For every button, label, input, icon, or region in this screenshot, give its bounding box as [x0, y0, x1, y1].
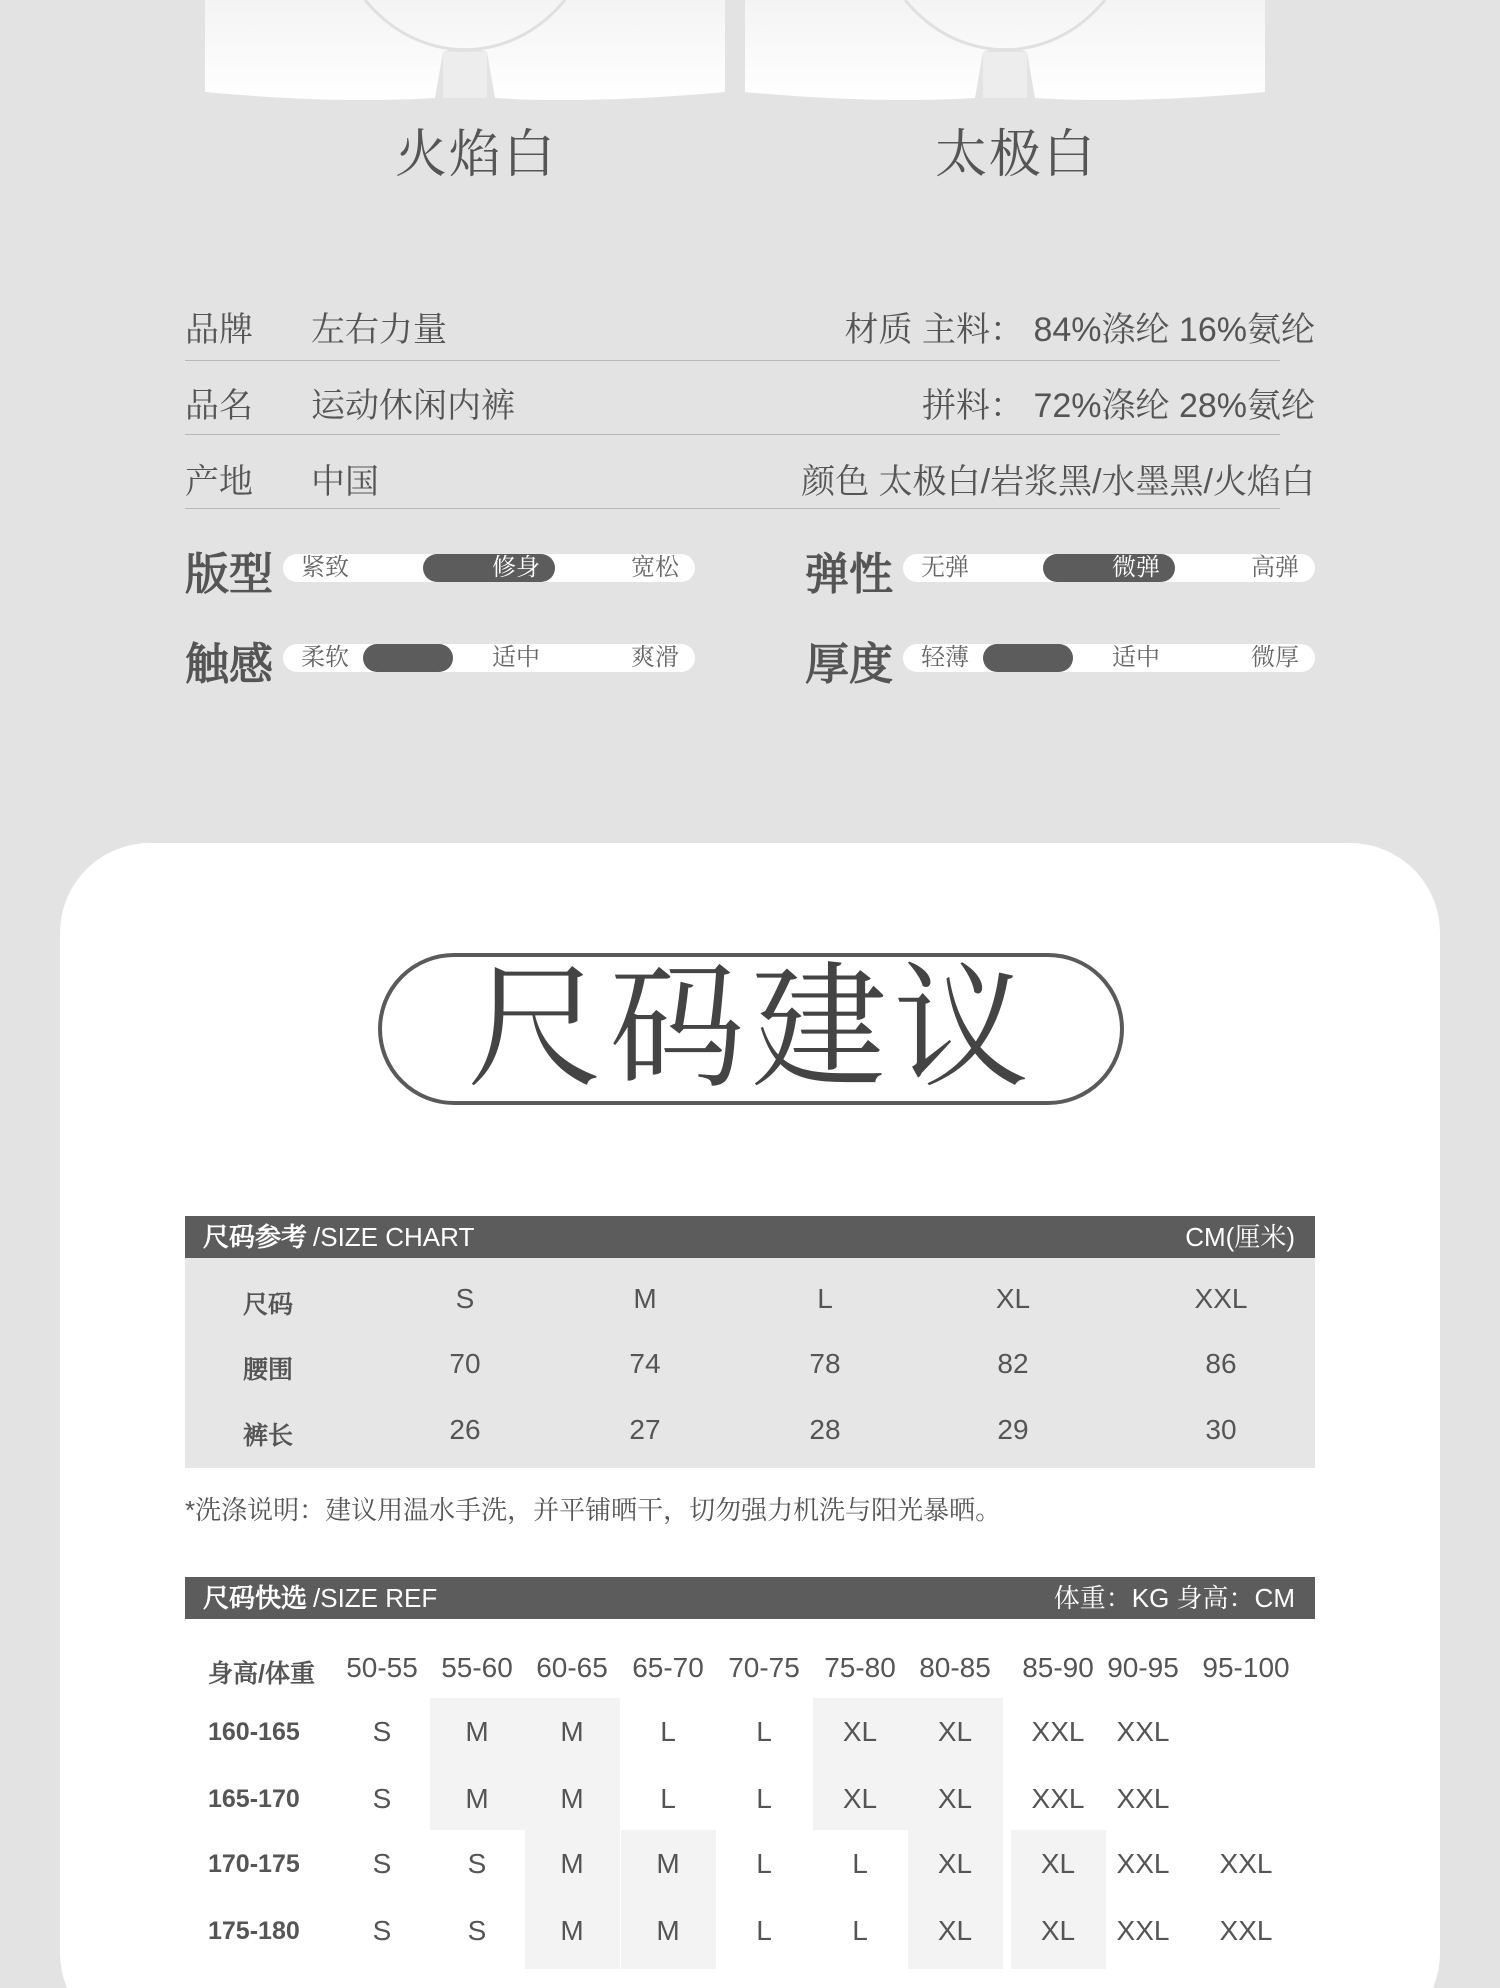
size-ref-cell: S — [372, 1783, 392, 1814]
attribute-name: 触感 — [185, 640, 273, 689]
spec-divider — [185, 360, 1280, 361]
size-ref-cell: XXL — [1116, 1783, 1170, 1814]
size-ref-cell: S — [372, 1848, 392, 1879]
size-ref-cell: XL — [1040, 1915, 1076, 1946]
spec-row-origin — [185, 454, 1315, 526]
size-ref-cell: M — [560, 1848, 584, 1879]
size-ref-weight-header: 90-95 — [1107, 1652, 1179, 1683]
color-name-1: 火焰白 — [395, 125, 558, 185]
size-ref-weight-header: 85-90 — [1022, 1652, 1094, 1683]
size-ref-cell: L — [852, 1848, 868, 1879]
size-chart-unit: CM(厘米) — [1185, 1222, 1295, 1252]
size-ref-cell: L — [660, 1716, 676, 1747]
size-ref-cell: XXL — [1219, 1848, 1273, 1879]
spec-colors: 颜色 太极白/岩浆黑/水墨黑/火焰白 — [801, 463, 1315, 501]
size-ref-cell: XL — [937, 1848, 973, 1879]
spec-divider — [185, 508, 1280, 509]
size-ref-cell: S — [372, 1716, 392, 1747]
size-ref-weight-header: 75-80 — [824, 1652, 896, 1683]
size-ref-cell: XL — [937, 1783, 973, 1814]
size-ref-unit: 体重：KG 身高：CM — [1053, 1583, 1295, 1613]
size-ref-cell: S — [467, 1848, 487, 1879]
size-chart-row-label: 尺码 — [243, 1291, 294, 1319]
color-name-2: 太极白 — [935, 125, 1098, 185]
size-ref-cell: M — [656, 1915, 680, 1946]
spec-label-brand: 品牌 — [185, 311, 253, 349]
attribute-thickness — [805, 628, 1315, 688]
size-chart-subtitle: /SIZE CHART — [313, 1222, 475, 1252]
attribute-indicator — [983, 644, 1073, 672]
spec-divider — [185, 434, 1280, 435]
size-chart-cell: 74 — [629, 1348, 661, 1379]
attribute-fit — [185, 538, 695, 598]
attribute-name: 弹性 — [805, 550, 893, 599]
size-ref-title: 尺码快选 — [203, 1583, 308, 1613]
size-chart-cell: 78 — [809, 1348, 841, 1379]
size-ref-cell: M — [656, 1848, 680, 1879]
size-ref-corner-label: 身高/体重 — [208, 1660, 315, 1688]
attribute-option: 轻薄 — [921, 644, 969, 671]
size-chart-cell: XXL — [1194, 1283, 1248, 1314]
size-chart-row-label: 腰围 — [243, 1356, 294, 1384]
attribute-option: 适中 — [492, 644, 540, 671]
size-ref-height-label: 165-170 — [208, 1785, 300, 1813]
product-image-flame-white — [205, 0, 725, 104]
attribute-option: 宽松 — [631, 554, 679, 581]
size-chart-header — [185, 1216, 1315, 1258]
size-chart-cell: 70 — [449, 1348, 481, 1379]
attribute-name: 版型 — [185, 550, 273, 599]
size-chart-cell: 27 — [629, 1414, 661, 1445]
size-ref-weight-header: 80-85 — [919, 1652, 991, 1683]
spec-row-name — [185, 378, 1315, 450]
attribute-option-selected: 修身 — [492, 554, 540, 581]
attribute-track — [903, 554, 1315, 582]
attribute-track — [283, 554, 695, 582]
section-title: 尺码建议 — [467, 950, 1035, 1108]
size-chart-cell: 30 — [1205, 1414, 1237, 1445]
size-ref-cell: L — [852, 1915, 868, 1946]
size-chart-cell: XL — [995, 1283, 1031, 1314]
size-ref-subtitle: /SIZE REF — [313, 1583, 438, 1613]
spec-value-name: 运动休闲内裤 — [311, 387, 515, 425]
size-ref-cell: L — [756, 1783, 772, 1814]
attribute-option: 适中 — [1112, 644, 1160, 671]
attribute-option: 无弹 — [921, 554, 969, 581]
size-ref-cell: XL — [1040, 1848, 1076, 1879]
attribute-track — [903, 644, 1315, 672]
size-ref-cell: XXL — [1116, 1848, 1170, 1879]
size-ref-weight-header: 55-60 — [441, 1652, 513, 1683]
size-ref-height-label: 160-165 — [208, 1718, 300, 1746]
spec-value-brand: 左右力量 — [311, 311, 447, 349]
size-ref-cell: L — [756, 1716, 772, 1747]
attribute-elasticity — [805, 538, 1315, 598]
size-chart-row-label: 裤长 — [243, 1422, 294, 1450]
size-ref-header — [185, 1577, 1315, 1619]
size-chart-title: 尺码参考 — [203, 1222, 308, 1252]
spec-material-main: 材质 主料： 84%涤纶 16%氨纶 — [844, 311, 1315, 349]
size-ref-height-label: 170-175 — [208, 1850, 300, 1878]
size-ref-cell: XL — [842, 1716, 878, 1747]
size-ref-weight-header: 70-75 — [728, 1652, 800, 1683]
attribute-option: 爽滑 — [631, 644, 679, 671]
attribute-option: 高弹 — [1251, 554, 1299, 581]
size-ref-cell: L — [756, 1848, 772, 1879]
spec-material-sub: 拼料： 72%涤纶 28%氨纶 — [922, 387, 1315, 425]
size-ref-cell: L — [660, 1783, 676, 1814]
size-ref-cell: S — [467, 1915, 487, 1946]
size-chart-cell: 26 — [449, 1414, 481, 1445]
size-ref-weight-header: 60-65 — [536, 1652, 608, 1683]
attribute-option: 微厚 — [1251, 644, 1299, 671]
size-chart-cell: L — [817, 1283, 833, 1314]
attribute-indicator — [363, 644, 453, 672]
size-ref-weight-header: 95-100 — [1202, 1652, 1290, 1683]
size-ref-cell: S — [372, 1915, 392, 1946]
attribute-option-selected: 微弹 — [1112, 554, 1160, 581]
wash-note: *洗涤说明：建议用温水手洗，并平铺晒干，切勿强力机洗与阳光暴晒。 — [185, 1495, 1002, 1525]
attribute-feel — [185, 628, 695, 688]
size-chart-cell: M — [633, 1283, 657, 1314]
attribute-option: 柔软 — [301, 644, 349, 671]
size-ref-cell: L — [756, 1915, 772, 1946]
spec-label-name: 品名 — [185, 387, 253, 425]
size-ref-cell: XXL — [1219, 1915, 1273, 1946]
product-image-taiji-white — [745, 0, 1265, 104]
size-ref-cell: XXL — [1031, 1783, 1085, 1814]
size-ref-cell: XL — [937, 1915, 973, 1946]
size-chart-cell: 28 — [809, 1414, 841, 1445]
spec-label-origin: 产地 — [185, 463, 253, 501]
size-ref-cell: M — [560, 1915, 584, 1946]
size-chart-cell: S — [455, 1283, 475, 1314]
size-chart-cell: 29 — [997, 1414, 1029, 1445]
size-chart-table — [185, 1258, 1315, 1468]
size-ref-cell: M — [560, 1783, 584, 1814]
attribute-name: 厚度 — [805, 640, 893, 689]
size-ref-cell: XXL — [1031, 1716, 1085, 1747]
size-ref-cell: M — [465, 1716, 489, 1747]
size-ref-cell: XXL — [1116, 1716, 1170, 1747]
size-ref-cell: M — [465, 1783, 489, 1814]
size-ref-cell: XL — [937, 1716, 973, 1747]
attribute-option: 紧致 — [301, 554, 349, 581]
size-chart-cell: 82 — [997, 1348, 1029, 1379]
spec-row-brand — [185, 302, 1315, 374]
size-ref-cell: M — [560, 1716, 584, 1747]
size-ref-weight-header: 65-70 — [632, 1652, 704, 1683]
size-ref-weight-header: 50-55 — [346, 1652, 418, 1683]
size-ref-height-label: 175-180 — [208, 1917, 300, 1945]
size-ref-cell: XXL — [1116, 1915, 1170, 1946]
size-ref-cell: XL — [842, 1783, 878, 1814]
spec-value-origin: 中国 — [311, 463, 379, 501]
attribute-track — [283, 644, 695, 672]
size-chart-cell: 86 — [1205, 1348, 1237, 1379]
